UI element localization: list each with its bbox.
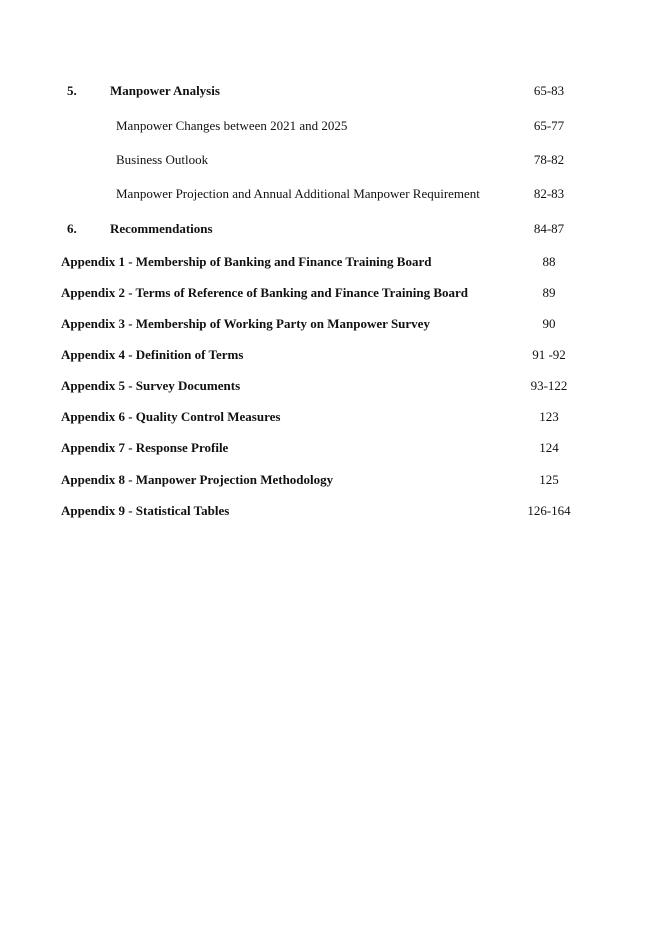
appendix-title: Appendix 3 - Membership of Working Party on Manpower Survey [61, 316, 430, 331]
subsection-pages: 65-77 [533, 118, 565, 133]
appendix-pages: 91 -92 [532, 347, 566, 362]
subsection-pages: 82-83 [533, 186, 565, 201]
appendix-title: Appendix 4 - Definition of Terms [61, 347, 244, 362]
toc-subsection [0, 150, 662, 170]
appendix-title: Appendix 6 - Quality Control Measures [61, 409, 281, 424]
appendix-title: Appendix 7 - Response Profile [61, 440, 229, 455]
subsection-title: Manpower Changes between 2021 and 2025 [116, 118, 348, 133]
appendix-title: Appendix 1 - Membership of Banking and Finance Training Board [61, 254, 432, 269]
toc-appendix-9 [0, 501, 662, 521]
toc-section-5 [0, 81, 662, 101]
appendix-pages: 125 [539, 472, 559, 487]
toc-section-6 [0, 219, 662, 239]
appendix-pages: 89 [542, 285, 556, 300]
toc-appendix-3 [0, 314, 662, 334]
toc-subsection [0, 116, 662, 136]
section-pages: 65-83 [533, 83, 565, 98]
toc-appendix-5 [0, 376, 662, 396]
subsection-title: Manpower Projection and Annual Additional Manpower Requirement [116, 186, 480, 201]
appendix-title: Appendix 2 - Terms of Reference of Banking and Finance Training Board [61, 285, 469, 300]
appendix-pages: 123 [539, 409, 559, 424]
subsection-title: Business Outlook [116, 152, 209, 167]
appendix-title: Appendix 8 - Manpower Projection Methodology [61, 472, 334, 487]
appendix-pages: 124 [539, 440, 559, 455]
section-number: 6. [67, 221, 77, 236]
appendix-pages: 88 [542, 254, 556, 269]
section-pages: 84-87 [533, 221, 565, 236]
subsection-pages: 78-82 [533, 152, 565, 167]
toc-appendix-6 [0, 407, 662, 427]
appendix-title: Appendix 9 - Statistical Tables [61, 503, 230, 518]
toc-appendix-7 [0, 438, 662, 458]
appendix-pages: 93-122 [530, 378, 568, 393]
section-title: Manpower Analysis [110, 83, 220, 98]
toc-appendix-4 [0, 345, 662, 365]
section-title: Recommendations [110, 221, 213, 236]
section-number: 5. [67, 83, 77, 98]
toc-appendix-8 [0, 470, 662, 490]
appendix-title: Appendix 5 - Survey Documents [61, 378, 241, 393]
toc-subsection [0, 184, 662, 204]
toc-appendix-2 [0, 283, 662, 303]
appendix-pages: 90 [542, 316, 556, 331]
appendix-pages: 126-164 [527, 503, 571, 518]
toc-appendix-1 [0, 252, 662, 272]
